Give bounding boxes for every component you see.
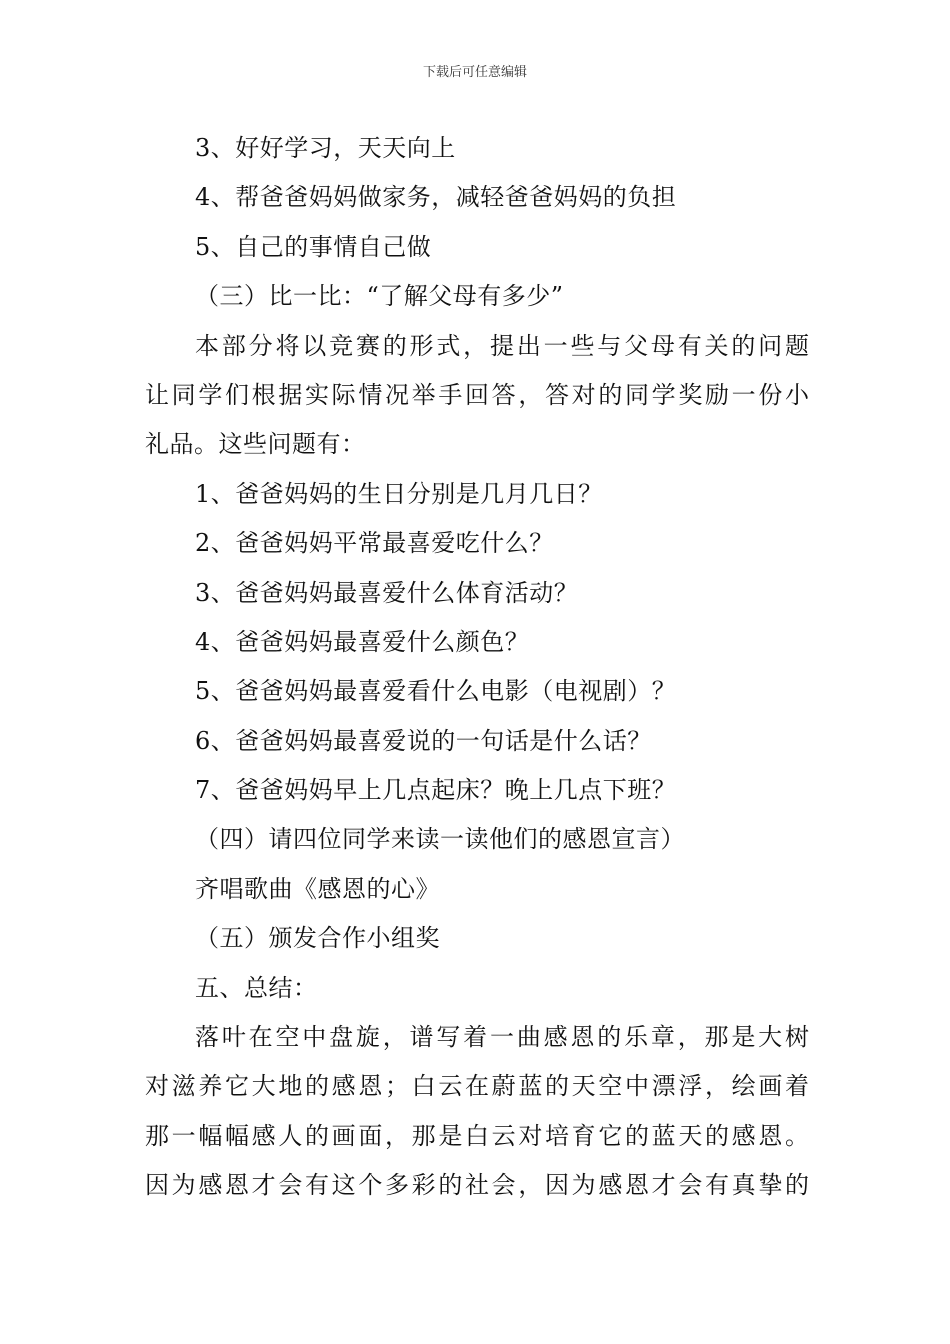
song-line: 齐唱歌曲《感恩的心》: [195, 874, 440, 903]
question-item: 6、爸爸妈妈最喜爱说的一句话是什么话？: [195, 726, 652, 755]
question-item: 2、爸爸妈妈平常最喜爱吃什么？: [195, 529, 554, 558]
question-item: 5、爸爸妈妈最喜爱看什么电影（电视剧）？: [195, 677, 677, 706]
list-item-self-reliance: 5、自己的事情自己做: [195, 232, 432, 261]
list-item-housework: 4、帮爸爸妈妈做家务，减轻爸爸妈妈的负担: [195, 183, 677, 212]
page-header: 下载后可任意编辑: [422, 65, 527, 80]
question-item: 3、爸爸妈妈最喜爱什么体育活动？: [195, 578, 579, 607]
paragraph-line: 礼品。这些问题有：: [145, 430, 366, 459]
section-heading-5: （五）颁发合作小组奖: [195, 924, 440, 953]
paragraph-line: 对滋养它大地的感恩；白云在蔚蓝的天空中漂浮，绘画着: [145, 1072, 809, 1101]
question-item: 1、爸爸妈妈的生日分别是几月几日？: [195, 479, 603, 508]
paragraph-line: 落叶在空中盘旋，谱写着一曲感恩的乐章，那是大树: [195, 1023, 809, 1052]
section-heading-4: （四）请四位同学来读一读他们的感恩宣言）: [195, 825, 685, 854]
paragraph-line: 那一幅幅感人的画面，那是白云对培育它的蓝天的感恩。: [145, 1121, 809, 1150]
summary-heading: 五、总结：: [195, 973, 318, 1002]
document-body: [145, 124, 809, 1211]
paragraph-line: 让同学们根据实际情况举手回答，答对的同学奖励一份小: [145, 380, 809, 409]
question-item: 4、爸爸妈妈最喜爱什么颜色？: [195, 627, 530, 656]
list-item-study: 3、好好学习，天天向上: [195, 134, 456, 162]
question-item: 7、爸爸妈妈早上几点起床？晚上几点下班？: [195, 776, 677, 805]
paragraph-line: 因为感恩才会有这个多彩的社会，因为感恩才会有真挚的: [145, 1171, 809, 1200]
section-heading-3: （三）比一比：“了解父母有多少”: [195, 282, 564, 311]
paragraph-line: 本部分将以竞赛的形式，提出一些与父母有关的问题: [195, 331, 809, 360]
